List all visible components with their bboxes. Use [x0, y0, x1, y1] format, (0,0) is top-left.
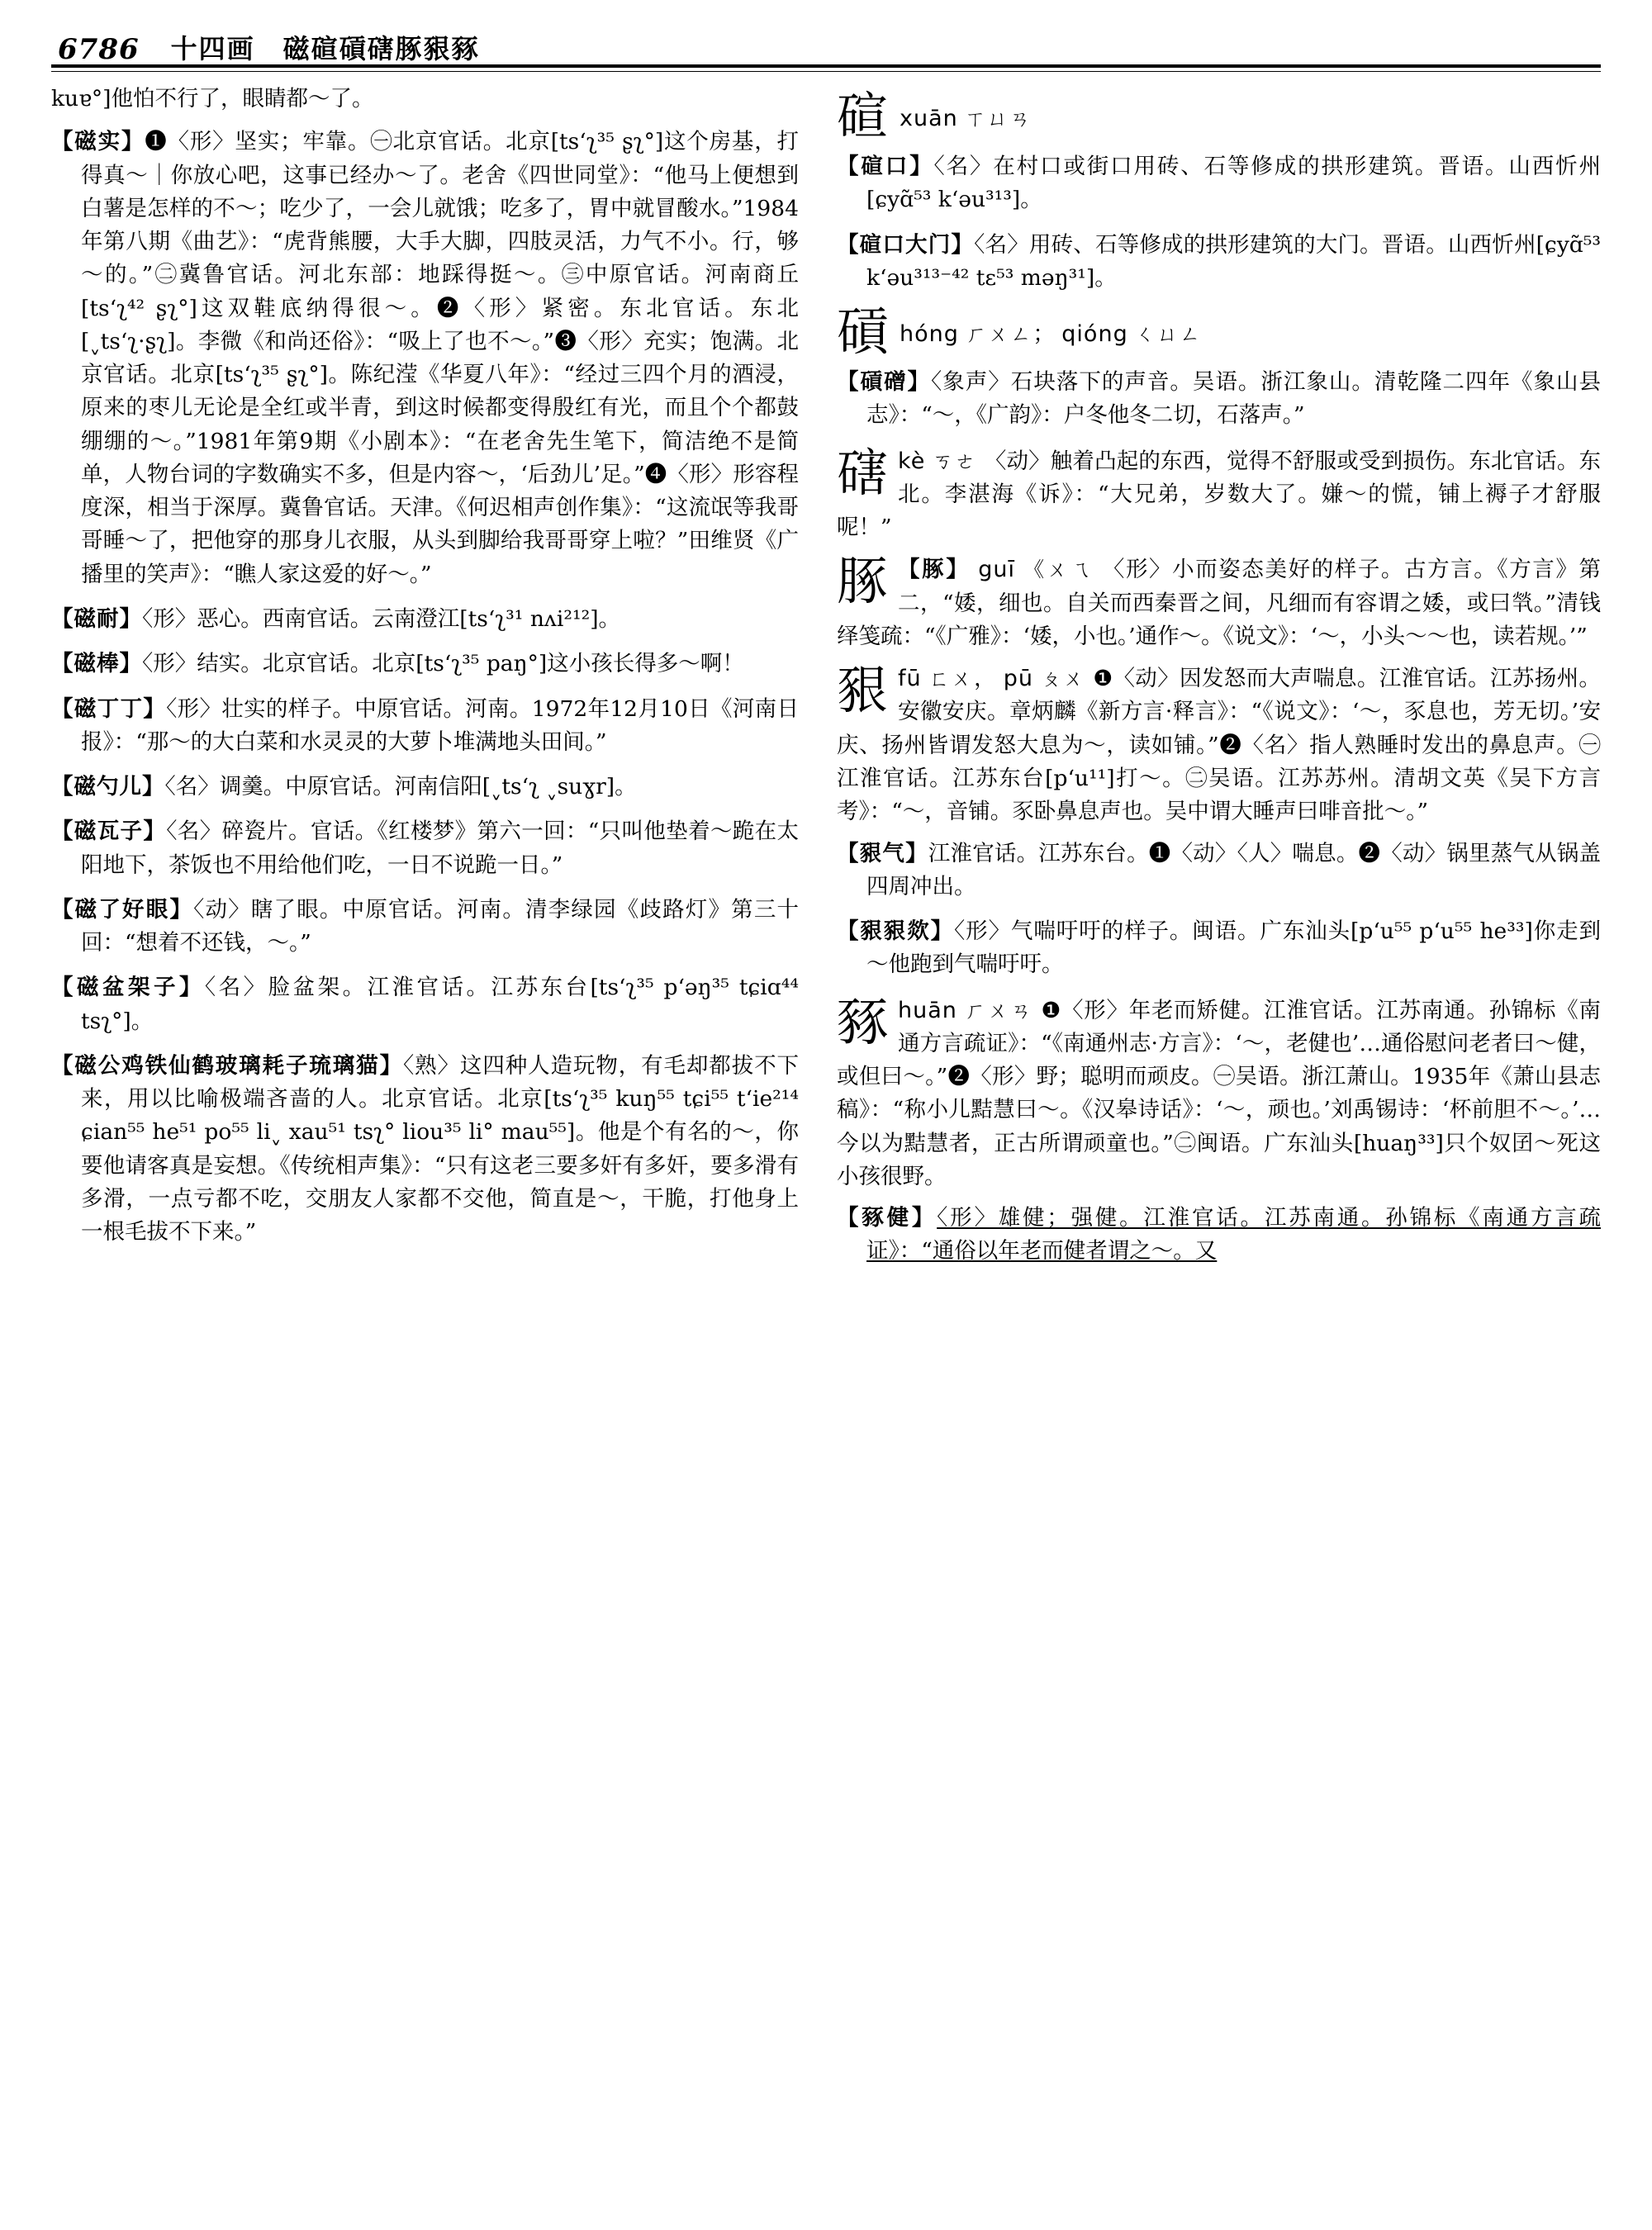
dictionary-entry — [51, 1050, 799, 1250]
bopomofo: ㄏㄨㄢ — [965, 998, 1034, 1022]
entry-body: 〈动〉触着凸起的东西，觉得不舒服或受到损伤。东北官话。东北。李湛海《诉》：“大兄弟，岁数大了。嫌～的慌，铺上褥子才舒服呢！” — [837, 448, 1601, 541]
bopomofo: ㄈㄨ — [928, 667, 975, 691]
entry-headword: 【豩健】 — [837, 1205, 938, 1231]
entry-headword: 【磁棒】 — [51, 651, 142, 677]
pinyin: kè — [898, 448, 926, 474]
pron-separator: ， — [974, 666, 996, 692]
pinyin-alt: pū — [1003, 666, 1034, 692]
dictionary-entry — [51, 603, 799, 636]
entry-body: 〈形〉雄健；强健。江淮官话。江苏南通。孙锦标《南通方言疏证》：“通俗以年老而健者谓之～。又 — [866, 1205, 1602, 1264]
entry-headword: 【碹口】 — [837, 154, 934, 179]
entry-body: 〈名〉脸盆架。江淮官话。江苏东台[tsʻʅ³⁵ pʻəŋ³⁵ tɕiɑ⁴⁴ tsʅ°]。 — [81, 975, 799, 1034]
entry-body: 〈形〉壮实的样子。中原官话。河南。1972年12月10日《河南日报》：“那～的大白菜和水灵灵的大萝卜堆满地头田间。” — [81, 695, 799, 755]
dictionary-entry — [51, 648, 799, 681]
dictionary-entry — [51, 815, 799, 882]
entry-headword: 【豤气】 — [837, 840, 928, 866]
running-head: 十四画 磁碹碽磍䐁豤豩 — [170, 33, 480, 64]
dictionary-entry — [837, 1202, 1601, 1269]
entry-headword: 【磁盆架子】 — [51, 975, 205, 1001]
entry-body: ❶〈形〉年老而矫健。江淮官话。江苏南通。孙锦标《南通方言疏证》：“《南通州志·方言》：‘～，老健也’…通俗慰问老者曰～健，或但曰～。”❷〈形〉野；聪明而顽皮。㊀吴语。浙江萧山。1935年《萧山县志稿》：“称小儿黠慧曰～。《汉皋诗话》：‘～，顽也。’刘禹锡诗：‘杯前胆不～。’…今以为黠慧者，正古所谓顽童也。”㊁闽语。广东汕头[huaŋ³³]只个奴囝～死这小孩很野。 — [837, 997, 1601, 1189]
head-pronunciation — [900, 306, 1202, 352]
entry-body: 〈名〉用砖、石等修成的拱形建筑的大门。晋语。山西忻州[ɕyɑ̃⁵³ kʻəu³¹³⁻⁴² tɛ⁵³ məŋ³¹]。 — [866, 231, 1601, 291]
pinyin: xuān — [900, 106, 958, 131]
character-head — [837, 86, 1601, 146]
dictionary-entry — [51, 894, 799, 961]
bopomofo-alt: ㄑㄩㄥ — [1135, 322, 1203, 347]
dictionary-entry — [51, 693, 799, 760]
entry-headword: 【磁瓦子】 — [51, 818, 167, 845]
left-column — [51, 83, 799, 2222]
character-entry — [837, 991, 1601, 1194]
bopomofo-alt: ㄆㄨ — [1040, 667, 1086, 691]
dictionary-entry — [837, 150, 1601, 217]
dictionary-entry — [51, 971, 799, 1038]
head-pronunciation — [900, 91, 1032, 136]
entry-body: ❶〈形〉坚实；牢靠。㊀北京官话。北京[tsʻʅ³⁵ ʂʅ°]这个房基，打得真～｜你放心吧，这事已经办～了。老舍《四世同堂》：“他马上便想到白薯是怎样的不～；吃少了，一会儿就饿；吃多了，胃中就冒酸水。”1984年第八期《曲艺》：“虎背熊腰，大手大脚，四肢灵活，力气不小。行，够～的。”㊁冀鲁官话。河北东部：地踩得挺～。㊂中原官话。河南商丘[tsʻʅ⁴² ʂʅ°]这双鞋底纳得很～。❷〈形〉紧密。东北官话。东北[ˬtsʻʅ·ʂʅ]。李微《和尚还俗》：“吸上了也不～。”❸〈形〉充实；饱满。北京官话。北京[tsʻʅ³⁵ ʂʅ°]。陈纪滢《华夏八年》：“经过三四个月的酒浸，原来的枣儿无论是全红或半青，到这时候都变得殷红有光，而且个个都鼓绷绷的～。”1981年第9期《小剧本》：“在老舍先生笔下，简洁绝不是简单，人物台词的字数确实不多，但是内容～，‘后劲儿’足。”❹〈形〉形容程度深，相当于深厚。冀鲁官话。天津。《何迟相声创作集》：“这流氓等我哥哥睡～了，把他穿的那身儿衣服，从头到脚给我哥哥穿上啦？”田维贤《广播里的笑声》：“瞧人家这爱的好～。” — [81, 129, 799, 587]
pinyin: hóng — [900, 321, 959, 348]
entry-body: 〈熟〉这四种人造玩物，有毛却都拔不下来，用以比喻极端吝啬的人。北京官话。北京[tsʻʅ³⁵ kuŋ⁵⁵ tɕi⁵⁵ tʻie²¹⁴ ɕian⁵⁵ he⁵¹ po⁵⁵ liˬ xau⁵¹ tsʅ° liou³⁵ li° mau⁵⁵]。他是个有名的～，你要他请客真是妄想。《传统相声集》：“只有这老三要多奸有多奸，要多滑有多滑，一点亏都不吃，交朋友人家都不交他，简直是～，干脆，打他身上一根毛拔不下来。” — [81, 1052, 800, 1245]
entry-headword: 【碽磳】 — [837, 369, 932, 396]
entry-body: 〈名〉调羹。中原官话。河南信阳[ˬtsʻʅ ˬsuɣr]。 — [164, 774, 637, 800]
entry-headword: 【磁实】 — [51, 129, 145, 155]
entry-headword: 【磁公鸡铁仙鹤玻璃耗子琉璃猫】 — [51, 1052, 403, 1079]
entry-body: 〈名〉碎瓷片。官话。《红楼梦》第六一回：“只叫他垫着～跪在太阳地下，茶饭也不用给他们吃，一日不说跪一日。” — [81, 818, 799, 878]
dictionary-entry — [837, 837, 1601, 904]
page-number: 6786 — [58, 33, 140, 66]
entry-headword: 【磁丁丁】 — [51, 695, 167, 722]
bopomofo: ㄎㄜ — [932, 448, 978, 473]
pinyin: fū — [898, 666, 922, 692]
character-entry — [837, 662, 1601, 828]
character-entry — [837, 553, 1601, 653]
head-character: 碹 — [837, 86, 889, 146]
entry-body: 〈象声〉石块落下的声音。吴语。浙江象山。清乾隆二四年《象山县志》：“～，《广韵》：户冬他冬二切，石落声。” — [866, 369, 1602, 429]
bopomofo: ㄏㄨㄥ — [966, 322, 1033, 347]
entry-body: 〈形〉结实。北京官话。北京[tsʻʅ³⁵ paŋ°]这小孩长得多～啊！ — [142, 651, 744, 677]
entry-headword: 【磁耐】 — [51, 605, 142, 632]
entry-headword: 【磁了好眼】 — [51, 896, 194, 923]
head-character: 磍 — [837, 442, 889, 503]
entry-headword: 【豤豤欻】 — [837, 918, 955, 945]
header-rule-thin — [51, 71, 1601, 72]
character-entry — [837, 444, 1601, 545]
entry-body: 〈形〉气喘吁吁的样子。闽语。广东汕头[pʻu⁵⁵ pʻu⁵⁵ he³³]你走到～他跑到气喘吁吁。 — [866, 918, 1601, 978]
pinyin-alt: qióng — [1061, 321, 1128, 348]
dictionary-entry — [51, 771, 799, 804]
entry-headword: 【碹口大门】 — [837, 231, 975, 258]
character-entry — [837, 86, 1601, 146]
runon-text: kuɐ°]他怕不行了，眼睛都～了。 — [51, 86, 374, 112]
head-character: 豩 — [837, 991, 889, 1052]
character-head — [837, 301, 1601, 363]
right-column — [837, 83, 1601, 2222]
dictionary-entry — [51, 126, 799, 591]
dictionary-entry — [837, 915, 1601, 982]
entry-body: 〈名〉在村口或街口用砖、石等修成的拱形建筑。晋语。山西忻州[ɕyɑ̃⁵³ kʻəu³¹³]。 — [866, 154, 1601, 213]
header-rule-thick — [51, 64, 1601, 68]
bopomofo: ㄒㄩㄢ — [965, 107, 1032, 130]
entry-body: 〈形〉小而姿态美好的样子。古方言。《方言》第二，“婑，细也。自关而西秦晋之间，凡细而有容谓之婑，或曰㷀。”清钱绎笺疏：“《广雅》：‘婑，小也。’通作～。《说文》：‘～，小头～～也，读若规。’” — [837, 557, 1601, 649]
entry-body: 江淮官话。江苏东台。❶〈动〉〈人〉喘息。❷〈动〉锅里蒸气从锅盖四周冲出。 — [866, 840, 1602, 899]
head-character: 䐁 — [837, 551, 889, 612]
page-columns — [51, 83, 1601, 2222]
variant-form: 【䐁】 — [898, 557, 971, 583]
head-character: 碽 — [837, 301, 889, 363]
pinyin: huān — [898, 997, 957, 1023]
page-header — [58, 17, 1594, 66]
entry-headword: 【磁勺儿】 — [51, 774, 165, 800]
entry-body: ❶〈动〉因发怒而大声喘息。江淮官话。江苏扬州。安徽安庆。章炳麟《新方言·释言》：“《说文》：‘～，豕息也，芳无切。’安庆、扬州皆谓发怒大息为～，读如铺。”❷〈名〉指人熟睡时发出的鼻息声。㊀江淮官话。江苏东台[pʻu¹¹]打～。㊁吴语。江苏苏州。清胡文英《吴下方言考》：“～，音铺。豕卧鼻息声也。吴中谓大睡声曰啡音批～。” — [837, 666, 1601, 825]
pinyin: guī — [978, 557, 1016, 583]
dictionary-entry — [837, 229, 1601, 296]
pron-separator: ； — [1032, 321, 1055, 348]
bopomofo: 《ㄨㄟ — [1023, 558, 1094, 582]
dictionary-entry — [837, 366, 1601, 433]
character-entry — [837, 301, 1601, 363]
head-character: 豤 — [837, 660, 889, 721]
entry-body: 〈动〉瞎了眼。中原官话。河南。清李绿园《歧路灯》第三十回：“想着不还钱，～。” — [81, 896, 799, 956]
entry-body: 〈形〉恶心。西南官话。云南澄江[tsʻʅ³¹ nʌi²¹²]。 — [142, 605, 621, 632]
